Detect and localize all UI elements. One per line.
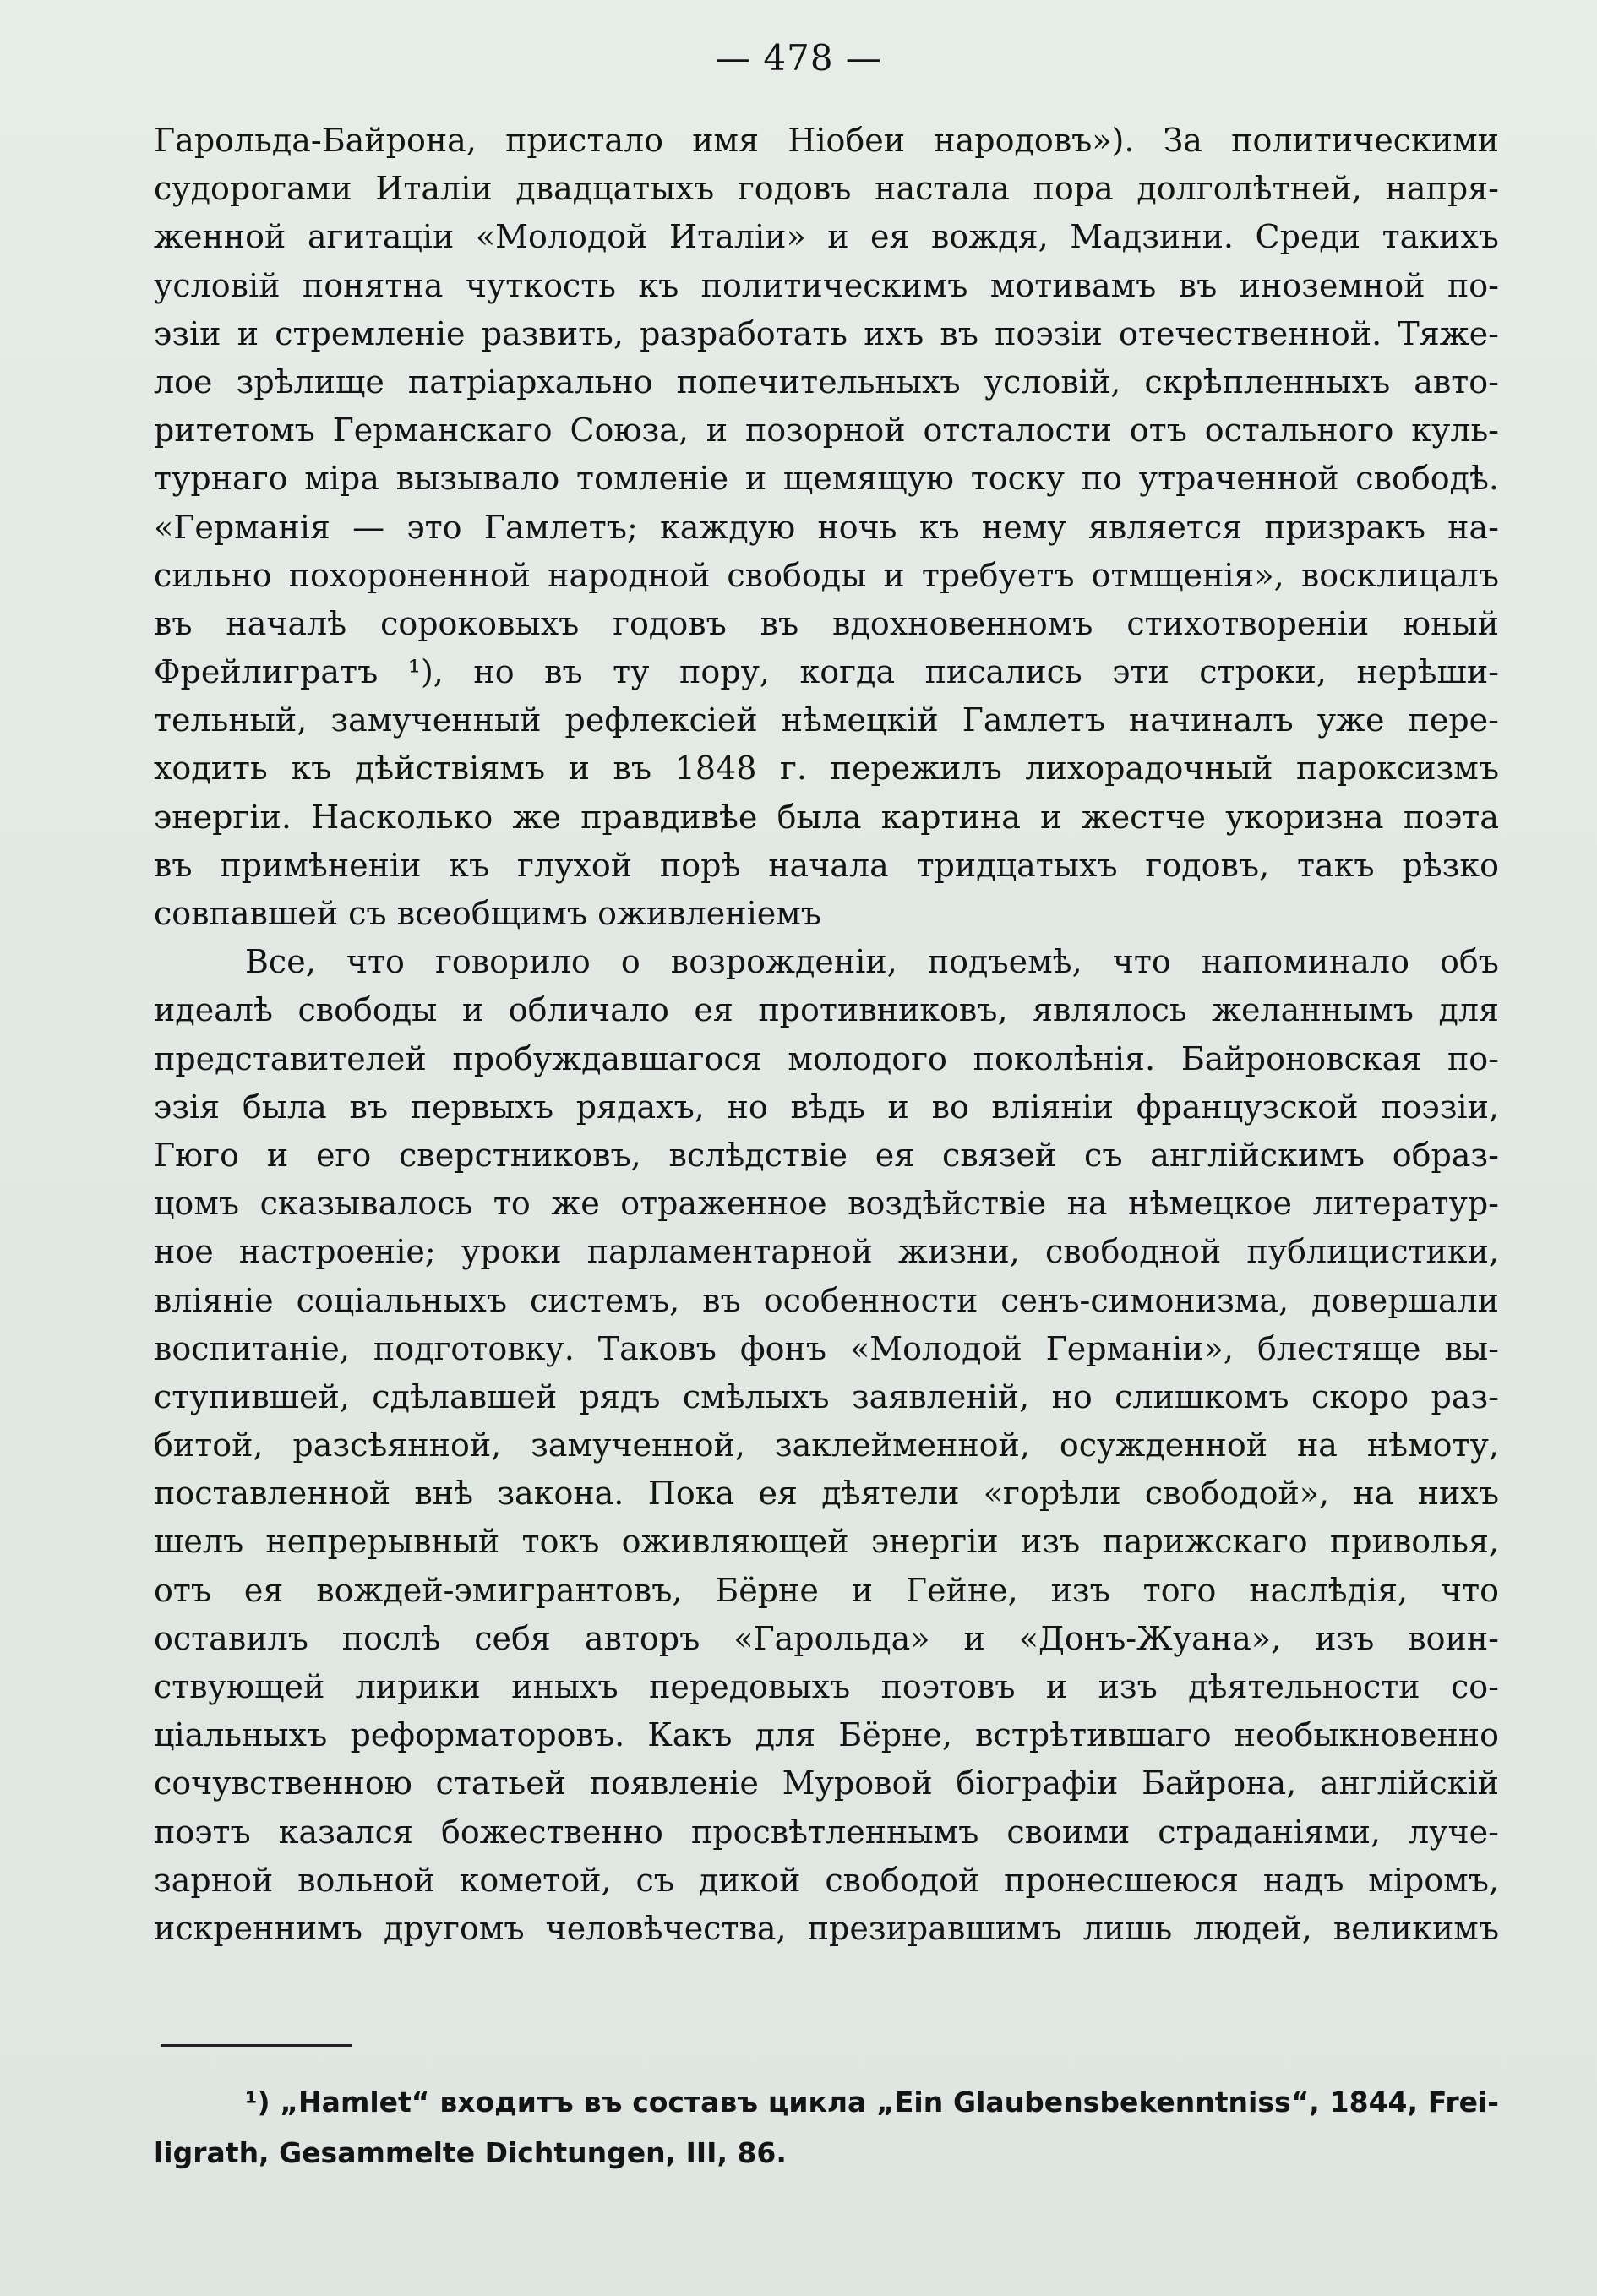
- text-line: энергіи. Насколько же правдивѣе была картина и жестче укоризна поэта: [154, 798, 1499, 836]
- text-line: поставленной внѣ закона. Пока ея дѣятели «горѣли свободой», на нихъ: [154, 1475, 1499, 1513]
- text-line: представителей пробуждавшагося молодого поколѣнія. Байроновская по-: [154, 1039, 1499, 1077]
- text-line: турнаго міра вызывало томленіе и щемящую тоску по утраченной свободѣ.: [154, 460, 1499, 498]
- text-line: въ примѣненіи къ глухой порѣ начала тридцатыхъ годовъ, такъ рѣзко: [154, 846, 1499, 884]
- text-line: цомъ сказывалось то же отраженное воздѣйствіе на нѣмецкое литератур-: [154, 1185, 1499, 1223]
- text-line: лое зрѣлище патріархально попечительныхъ условій, скрѣпленныхъ авто-: [154, 363, 1499, 401]
- text-line: эзіи и стремленіе развить, разработать ихъ въ поэзіи отечественной. Тяже-: [154, 314, 1499, 352]
- text-line: судорогами Италіи двадцатыхъ годовъ настала пора долголѣтней, напря-: [154, 170, 1499, 208]
- text-line: женной агитаціи «Молодой Италіи» и ея вождя, Мадзини. Среди такихъ: [154, 218, 1499, 256]
- text-line: поэтъ казался божественно просвѣтленнымъ своими страданіями, луче-: [154, 1813, 1499, 1851]
- text-line: ходить къ дѣйствіямъ и въ 1848 г. пережилъ лихорадочный пароксизмъ: [154, 750, 1499, 788]
- text-line: зарной вольной кометой, съ дикой свободой пронесшеюся надъ міромъ,: [154, 1861, 1499, 1899]
- text-line: битой, разсѣянной, замученной, заклейменной, осужденной на нѣмоту,: [154, 1426, 1499, 1464]
- body-text: [154, 117, 1499, 1953]
- text-line: условій понятна чуткость къ политическимъ мотивамъ въ иноземной по-: [154, 266, 1499, 304]
- text-line: «Германія — это Гамлетъ; каждую ночь къ нему является призракъ на-: [154, 508, 1499, 546]
- text-line: воспитаніе, подготовку. Таковъ фонъ «Молодой Германіи», блестяще вы-: [154, 1329, 1499, 1367]
- text-line: идеалѣ свободы и обличало ея противниковъ, являлось желаннымъ для: [154, 991, 1499, 1029]
- text-line: искреннимъ другомъ человѣчества, презиравшимъ лишь людей, великимъ: [154, 1909, 1499, 1947]
- text-line: ное настроеніе; уроки парламентарной жизни, свободной публицистики,: [154, 1233, 1499, 1271]
- text-line: Фрейлигратъ ¹), но въ ту пору, когда писались эти строки, нерѣши-: [154, 653, 1499, 691]
- footnote-line: ¹) „Hamlet“ входитъ въ составъ цикла „Ein Glaubensbekenntniss“, 1844, Frei-: [245, 2086, 1499, 2119]
- text-line: Все, что говорило о возрожденіи, подъемѣ, что напоминало объ: [245, 943, 1499, 981]
- text-line: ритетомъ Германскаго Союза, и позорной отсталости отъ остального куль-: [154, 412, 1499, 450]
- text-line: отъ ея вождей-эмигрантовъ, Бёрне и Гейне, изъ того наслѣдія, что: [154, 1571, 1499, 1609]
- text-line: сочувственною статьей появленіе Муровой біографіи Байрона, англійскій: [154, 1764, 1499, 1802]
- text-line: ствующей лирики иныхъ передовыхъ поэтовъ и изъ дѣятельности со-: [154, 1668, 1499, 1705]
- footnote-line: ligrath, Gesammelte Dichtungen, III, 86.: [154, 2136, 787, 2169]
- text-line: эзія была въ первыхъ рядахъ, но вѣдь и во вліяніи французской поэзіи,: [154, 1088, 1499, 1126]
- footnotes: [154, 2077, 1499, 2179]
- text-line: ціальныхъ реформаторовъ. Какъ для Бёрне, встрѣтившаго необыкновенно: [154, 1716, 1499, 1754]
- text-line: Гарольда-Байрона, пристало имя Ніобеи народовъ»). За политическими: [154, 122, 1499, 159]
- text-line: оставилъ послѣ себя авторъ «Гарольда» и «Донъ-Жуана», изъ воин-: [154, 1619, 1499, 1657]
- text-line: сильно похороненной народной свободы и требуетъ отмщенія», восклицалъ: [154, 556, 1499, 594]
- page-number: — 478 —: [715, 37, 882, 79]
- footnote-divider: [161, 2044, 352, 2047]
- text-line: Гюго и его сверстниковъ, вслѣдствіе ея связей съ англійскимъ образ-: [154, 1136, 1499, 1174]
- text-line: совпавшей съ всеобщимъ оживленіемъ: [154, 895, 821, 932]
- text-line: шелъ непрерывный токъ оживляющей энергіи изъ парижскаго приволья,: [154, 1523, 1499, 1561]
- text-line: въ началѣ сороковыхъ годовъ въ вдохновенномъ стихотвореніи юный: [154, 604, 1499, 642]
- text-line: ступившей, сдѣлавшей рядъ смѣлыхъ заявленій, но слишкомъ скоро раз-: [154, 1377, 1499, 1415]
- text-line: вліяніе соціальныхъ системъ, въ особенности сенъ-симонизма, довершали: [154, 1281, 1499, 1319]
- text-line: тельный, замученный рефлексіей нѣмецкій Гамлетъ начиналъ уже пере-: [154, 701, 1499, 739]
